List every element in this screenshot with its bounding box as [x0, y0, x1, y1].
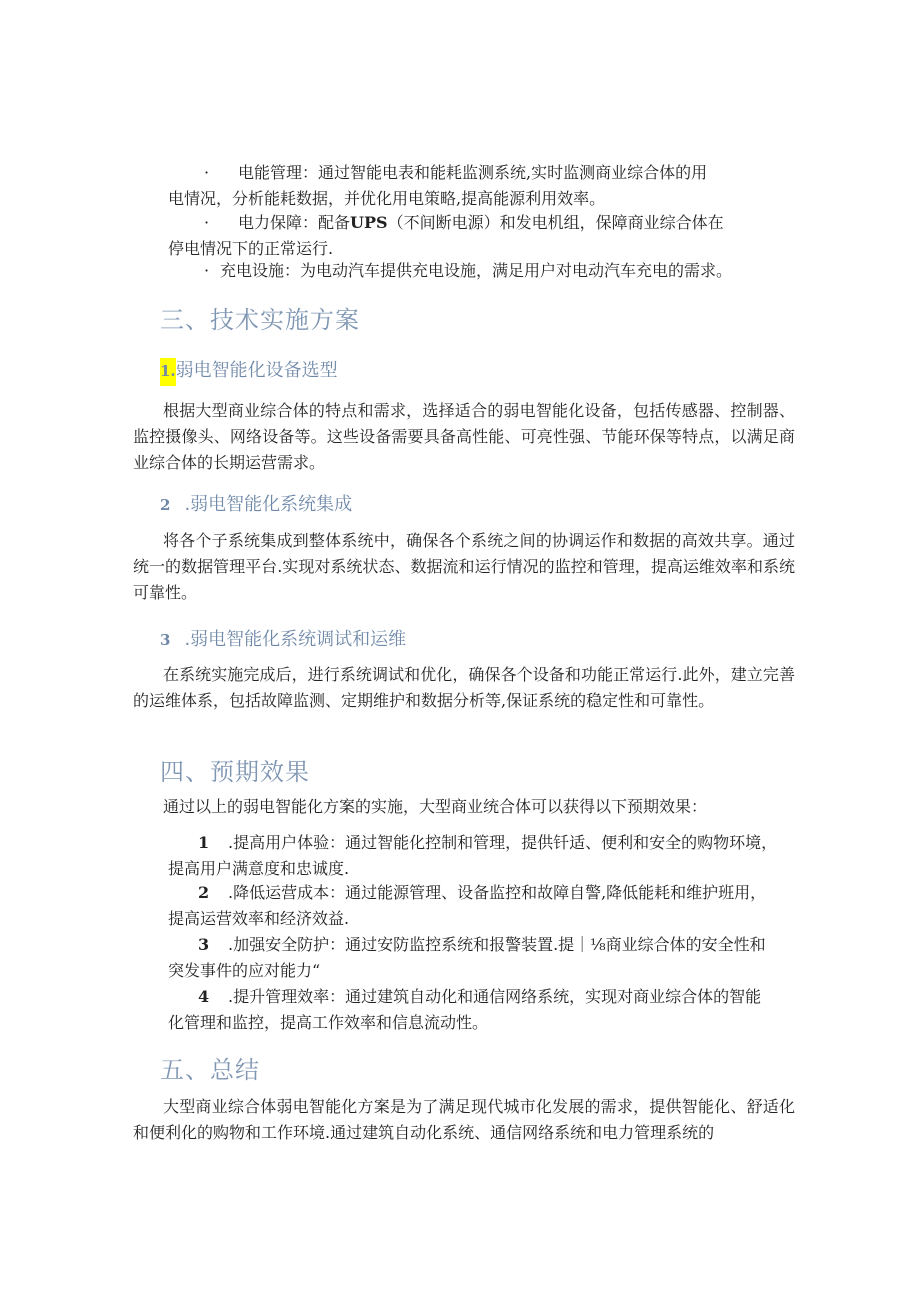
bullet-marker: ·	[204, 213, 210, 232]
section-heading-4: 四、预期效果	[160, 758, 310, 786]
paragraph-5: 大型商业综合体弱电智能化方案是为了满足现代城市化发展的需求，提供智能化、舒适化和便利化的购物和工作环境.通过建筑自动化系统、通信网络系统和电力管理系统的	[133, 1097, 795, 1142]
document-page: · 电能管理：通过智能电表和能耗监测系统,实时监测商业综合体的用 电情况，分析能耗数据，并优化用电策略,提高能源利用效率。 · 电力保障：配备UPS（不间断电源）和发电机组，保障商业综合体在 停电情况下的正常运行. · 充电设施：为电动汽车提供充电设施，满足用户对电动汽车充电的需求。 三、技术实施方案 1.弱电智能化设备选型 根据大型商业综合体的特点和需求，选择适合的弱电智能化设备，包括传感器、控制器、监控摄像头、网络设备等。这些设备需要具备高性能、可亮性强、节能环保等特点，以满足商业综合体的长期运营需求。 2 .弱电智能化系统集成 将各个子系统集成到整体系统中，确保各个系统之间的协调运作和数据的高效共享。通过统一的数据管理平台.实现对系统状态、数据流和运行情况的监控和管理，提高运维效率和系统可靠性。 3 .弱电智能化系统调试和运维 在系统实施完成后，进行系统调试和优化，确保各个设备和功能正常运行.此外，建立完善的运维体系，包括故障监测、定期维护和数据分析等,保证系统的稳定性和可靠性。 四、预期效果 通过以上的弱电智能化方案的实施，大型商业统合体可以获得以下预期效果： 1 .提高用户体验：通过智能化控制和管理，提供钎适、便利和安全的购物环境， 提高用户满意度和忠诚度. 2 .降低运营成本：通过能源管理、设备监控和故障自警,降低能耗和维护班用， 提高运营效率和经济效益. 3 .加强安全防护：通过安防监控系统和报警装置.提｜⅛商业综合体的安全性和 突发事件的应对能力“ 4 .提升管理效率：通过建筑自动化和通信网络系统，实现对商业综合体的智能 化管理和监控，提高工作效率和信息流动性。 五、总结 大型商业综合体弱电智能化方案是为了满足现代城市化发展的需求，提供智能化、舒适化和便利化的购物和工作环境.通过建筑自动化系统、通信网络系统和电力管理系统的	[0, 0, 920, 1301]
ups-bold: UPS	[350, 213, 388, 232]
bullet-item-power-supply	[0, 210, 920, 262]
bullet-item-energy-management	[0, 160, 920, 212]
subheading-3-2: 2 .弱电智能化系统集成	[160, 494, 353, 515]
bullet-item-charging	[0, 258, 920, 284]
subheading-3-1: 1.弱电智能化设备选型	[160, 356, 338, 382]
list-number: 3	[198, 935, 210, 954]
bullet-text-line1: 充电设施：为电动汽车提供充电设施，满足用户对电动汽车充电的需求。	[220, 261, 733, 280]
section-heading-3: 三、技术实施方案	[160, 306, 360, 334]
section-heading-5: 五、总结	[160, 1056, 260, 1084]
list-number: 4	[198, 987, 210, 1006]
bullet-text-line1: 电力保障：配备UPS（不间断电源）和发电机组，保障商业综合体在	[238, 213, 724, 232]
bullet-marker: ·	[204, 163, 210, 182]
subheading-3-3: 3 .弱电智能化系统调试和运维	[160, 629, 407, 650]
bullet-marker: ·	[204, 261, 210, 280]
bullet-text-line2: 停电情况下的正常运行.	[168, 239, 334, 258]
bullet-text-line1: 电能管理：通过智能电表和能耗监测系统,实时监测商业综合体的用	[238, 163, 708, 182]
paragraph-3-2: 将各个子系统集成到整体系统中，确保各个系统之间的协调运作和数据的高效共享。通过统一的数据管理平台.实现对系统状态、数据流和运行情况的监控和管理，提高运维效率和系统可靠性。	[133, 531, 795, 602]
paragraph-4-intro: 通过以上的弱电智能化方案的实施，大型商业统合体可以获得以下预期效果：	[163, 797, 708, 816]
paragraph-3-3: 在系统实施完成后，进行系统调试和优化，确保各个设备和功能正常运行.此外，建立完善的运维体系，包括故障监测、定期维护和数据分析等,保证系统的稳定性和可靠性。	[133, 665, 795, 710]
highlighted-number: 1.	[160, 358, 176, 386]
bullet-text-line2: 电情况，分析能耗数据，并优化用电策略,提高能源利用效率。	[168, 189, 606, 208]
paragraph-3-1: 根据大型商业综合体的特点和需求，选择适合的弱电智能化设备，包括传感器、控制器、监控摄像头、网络设备等。这些设备需要具备高性能、可亮性强、节能环保等特点，以满足商业综合体的长期运营需求。	[133, 401, 795, 472]
list-number: 2	[198, 883, 210, 902]
list-number: 1	[198, 833, 210, 852]
